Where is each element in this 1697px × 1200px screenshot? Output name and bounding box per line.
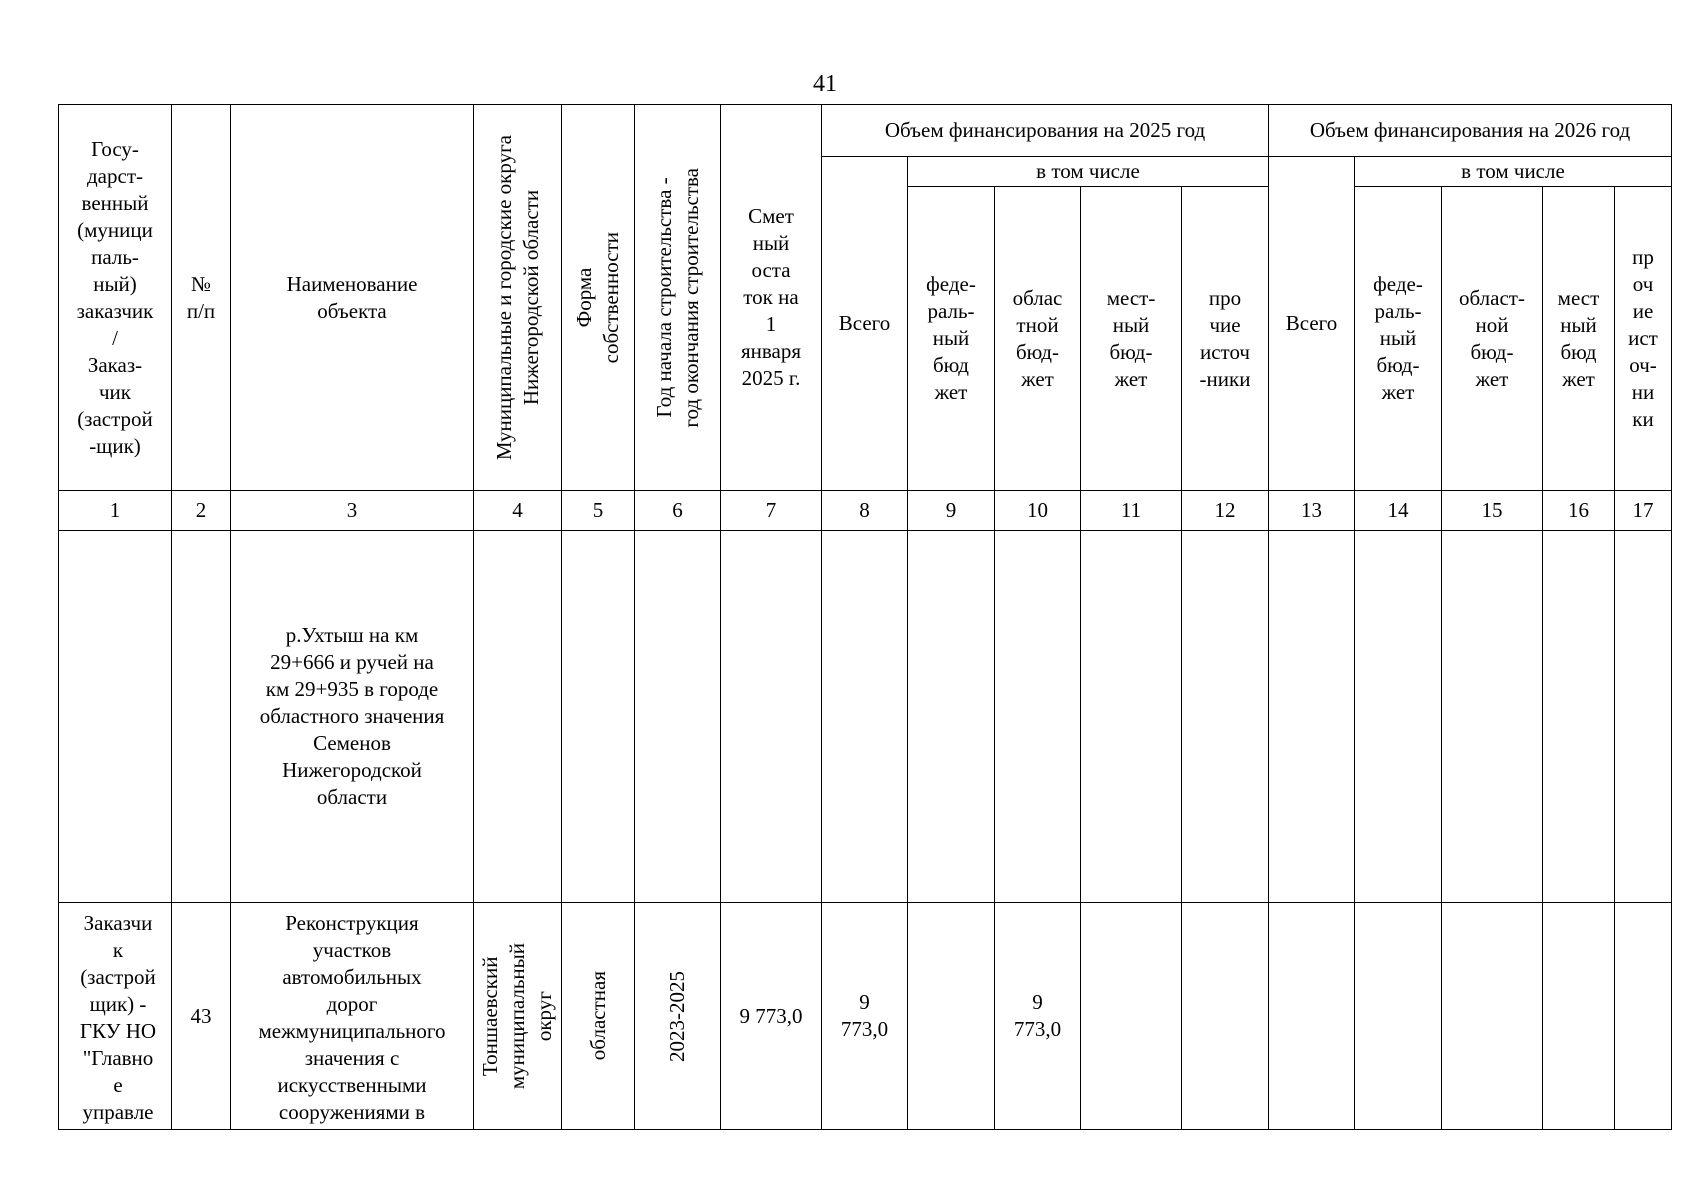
header-other-2025: про чие источ -ники [1182, 187, 1269, 491]
column-number: 13 [1269, 491, 1355, 531]
header-including-2026: в том числе [1355, 157, 1672, 187]
header-other-2026: пр оч ие ист оч- ни ки [1615, 187, 1672, 491]
column-number: 4 [474, 491, 562, 531]
column-number: 3 [231, 491, 474, 531]
header-object-name: Наименование объекта [231, 105, 474, 491]
column-number: 15 [1442, 491, 1543, 531]
header-total-2026: Всего [1269, 157, 1355, 491]
column-number: 10 [995, 491, 1081, 531]
cell-local-2026 [1543, 903, 1615, 1130]
cell-local-2026 [1543, 531, 1615, 903]
cell-total-2025 [822, 531, 908, 903]
cell-customer: Заказчи к (застрой щик) - ГКУ НО "Главно е управле [59, 903, 172, 1130]
table-row [59, 531, 1672, 903]
cell-regional-2025 [995, 531, 1081, 903]
cell-regional-2025: 9 773,0 [995, 903, 1081, 1130]
cell-estimate [721, 531, 822, 903]
cell-municipal [474, 531, 562, 903]
cell-regional-2026 [1442, 903, 1543, 1130]
header-federal-2025: феде- раль- ный бюд жет [908, 187, 995, 491]
column-number: 17 [1615, 491, 1672, 531]
column-number: 1 [59, 491, 172, 531]
header-local-2026: мест ный бюд жет [1543, 187, 1615, 491]
header-years: Год начала строительства - год окончания строительства [635, 105, 721, 491]
cell-other-2025 [1182, 903, 1269, 1130]
cell-federal-2026 [1355, 903, 1442, 1130]
header-ownership: Форма собственности [562, 105, 635, 491]
column-number: 6 [635, 491, 721, 531]
column-number: 11 [1081, 491, 1182, 531]
header-row-1 [59, 105, 1672, 157]
cell-years [635, 531, 721, 903]
column-number: 14 [1355, 491, 1442, 531]
header-local-2025: мест- ный бюд- жет [1081, 187, 1182, 491]
financing-table [58, 104, 1672, 1130]
cell-local-2025 [1081, 903, 1182, 1130]
cell-other-2025 [1182, 531, 1269, 903]
column-number: 5 [562, 491, 635, 531]
table-row [59, 903, 1672, 1130]
cell-local-2025 [1081, 531, 1182, 903]
header-financing-2025: Объем финансирования на 2025 год [822, 105, 1269, 157]
header-num: № п/п [172, 105, 231, 491]
cell-object-name: Реконструкция участков автомобильных дорог межмуниципального значения с искусственными сооружениями в [231, 903, 474, 1130]
header-regional-2026: област- ной бюд- жет [1442, 187, 1543, 491]
header-regional-2025: облас тной бюд- жет [995, 187, 1081, 491]
cell-federal-2025 [908, 903, 995, 1130]
cell-other-2026 [1615, 903, 1672, 1130]
cell-object-name: р.Ухтыш на км 29+666 и ручей на км 29+935 в городе областного значения Семенов Нижегородской области [231, 531, 474, 903]
cell-total-2025: 9 773,0 [822, 903, 908, 1130]
cell-ownership: областная [562, 903, 635, 1130]
column-number: 9 [908, 491, 995, 531]
cell-federal-2026 [1355, 531, 1442, 903]
cell-total-2026 [1269, 531, 1355, 903]
header-total-2025: Всего [822, 157, 908, 491]
cell-federal-2025 [908, 531, 995, 903]
cell-num: 43 [172, 903, 231, 1130]
header-financing-2026: Объем финансирования на 2026 год [1269, 105, 1672, 157]
page-number: 41 [813, 71, 837, 97]
cell-customer [59, 531, 172, 903]
cell-estimate: 9 773,0 [721, 903, 822, 1130]
column-number: 16 [1543, 491, 1615, 531]
cell-years: 2023-2025 [635, 903, 721, 1130]
cell-municipal: Тоншаевский муниципальный округ [474, 903, 562, 1130]
header-federal-2026: феде- раль- ный бюд- жет [1355, 187, 1442, 491]
cell-ownership [562, 531, 635, 903]
column-number: 2 [172, 491, 231, 531]
header-customer: Госу- дарст- венный (муници паль- ный) заказчик / Заказ- чик (застрой -щик) [59, 105, 172, 491]
cell-total-2026 [1269, 903, 1355, 1130]
column-number-row [59, 491, 1672, 531]
column-number: 7 [721, 491, 822, 531]
header-municipal: Муниципальные и городские округа Нижегородской области [474, 105, 562, 491]
cell-regional-2026 [1442, 531, 1543, 903]
header-estimate: Смет ный оста ток на 1 января 2025 г. [721, 105, 822, 491]
cell-num [172, 531, 231, 903]
cell-other-2026 [1615, 531, 1672, 903]
column-number: 8 [822, 491, 908, 531]
column-number: 12 [1182, 491, 1269, 531]
header-including-2025: в том числе [908, 157, 1269, 187]
